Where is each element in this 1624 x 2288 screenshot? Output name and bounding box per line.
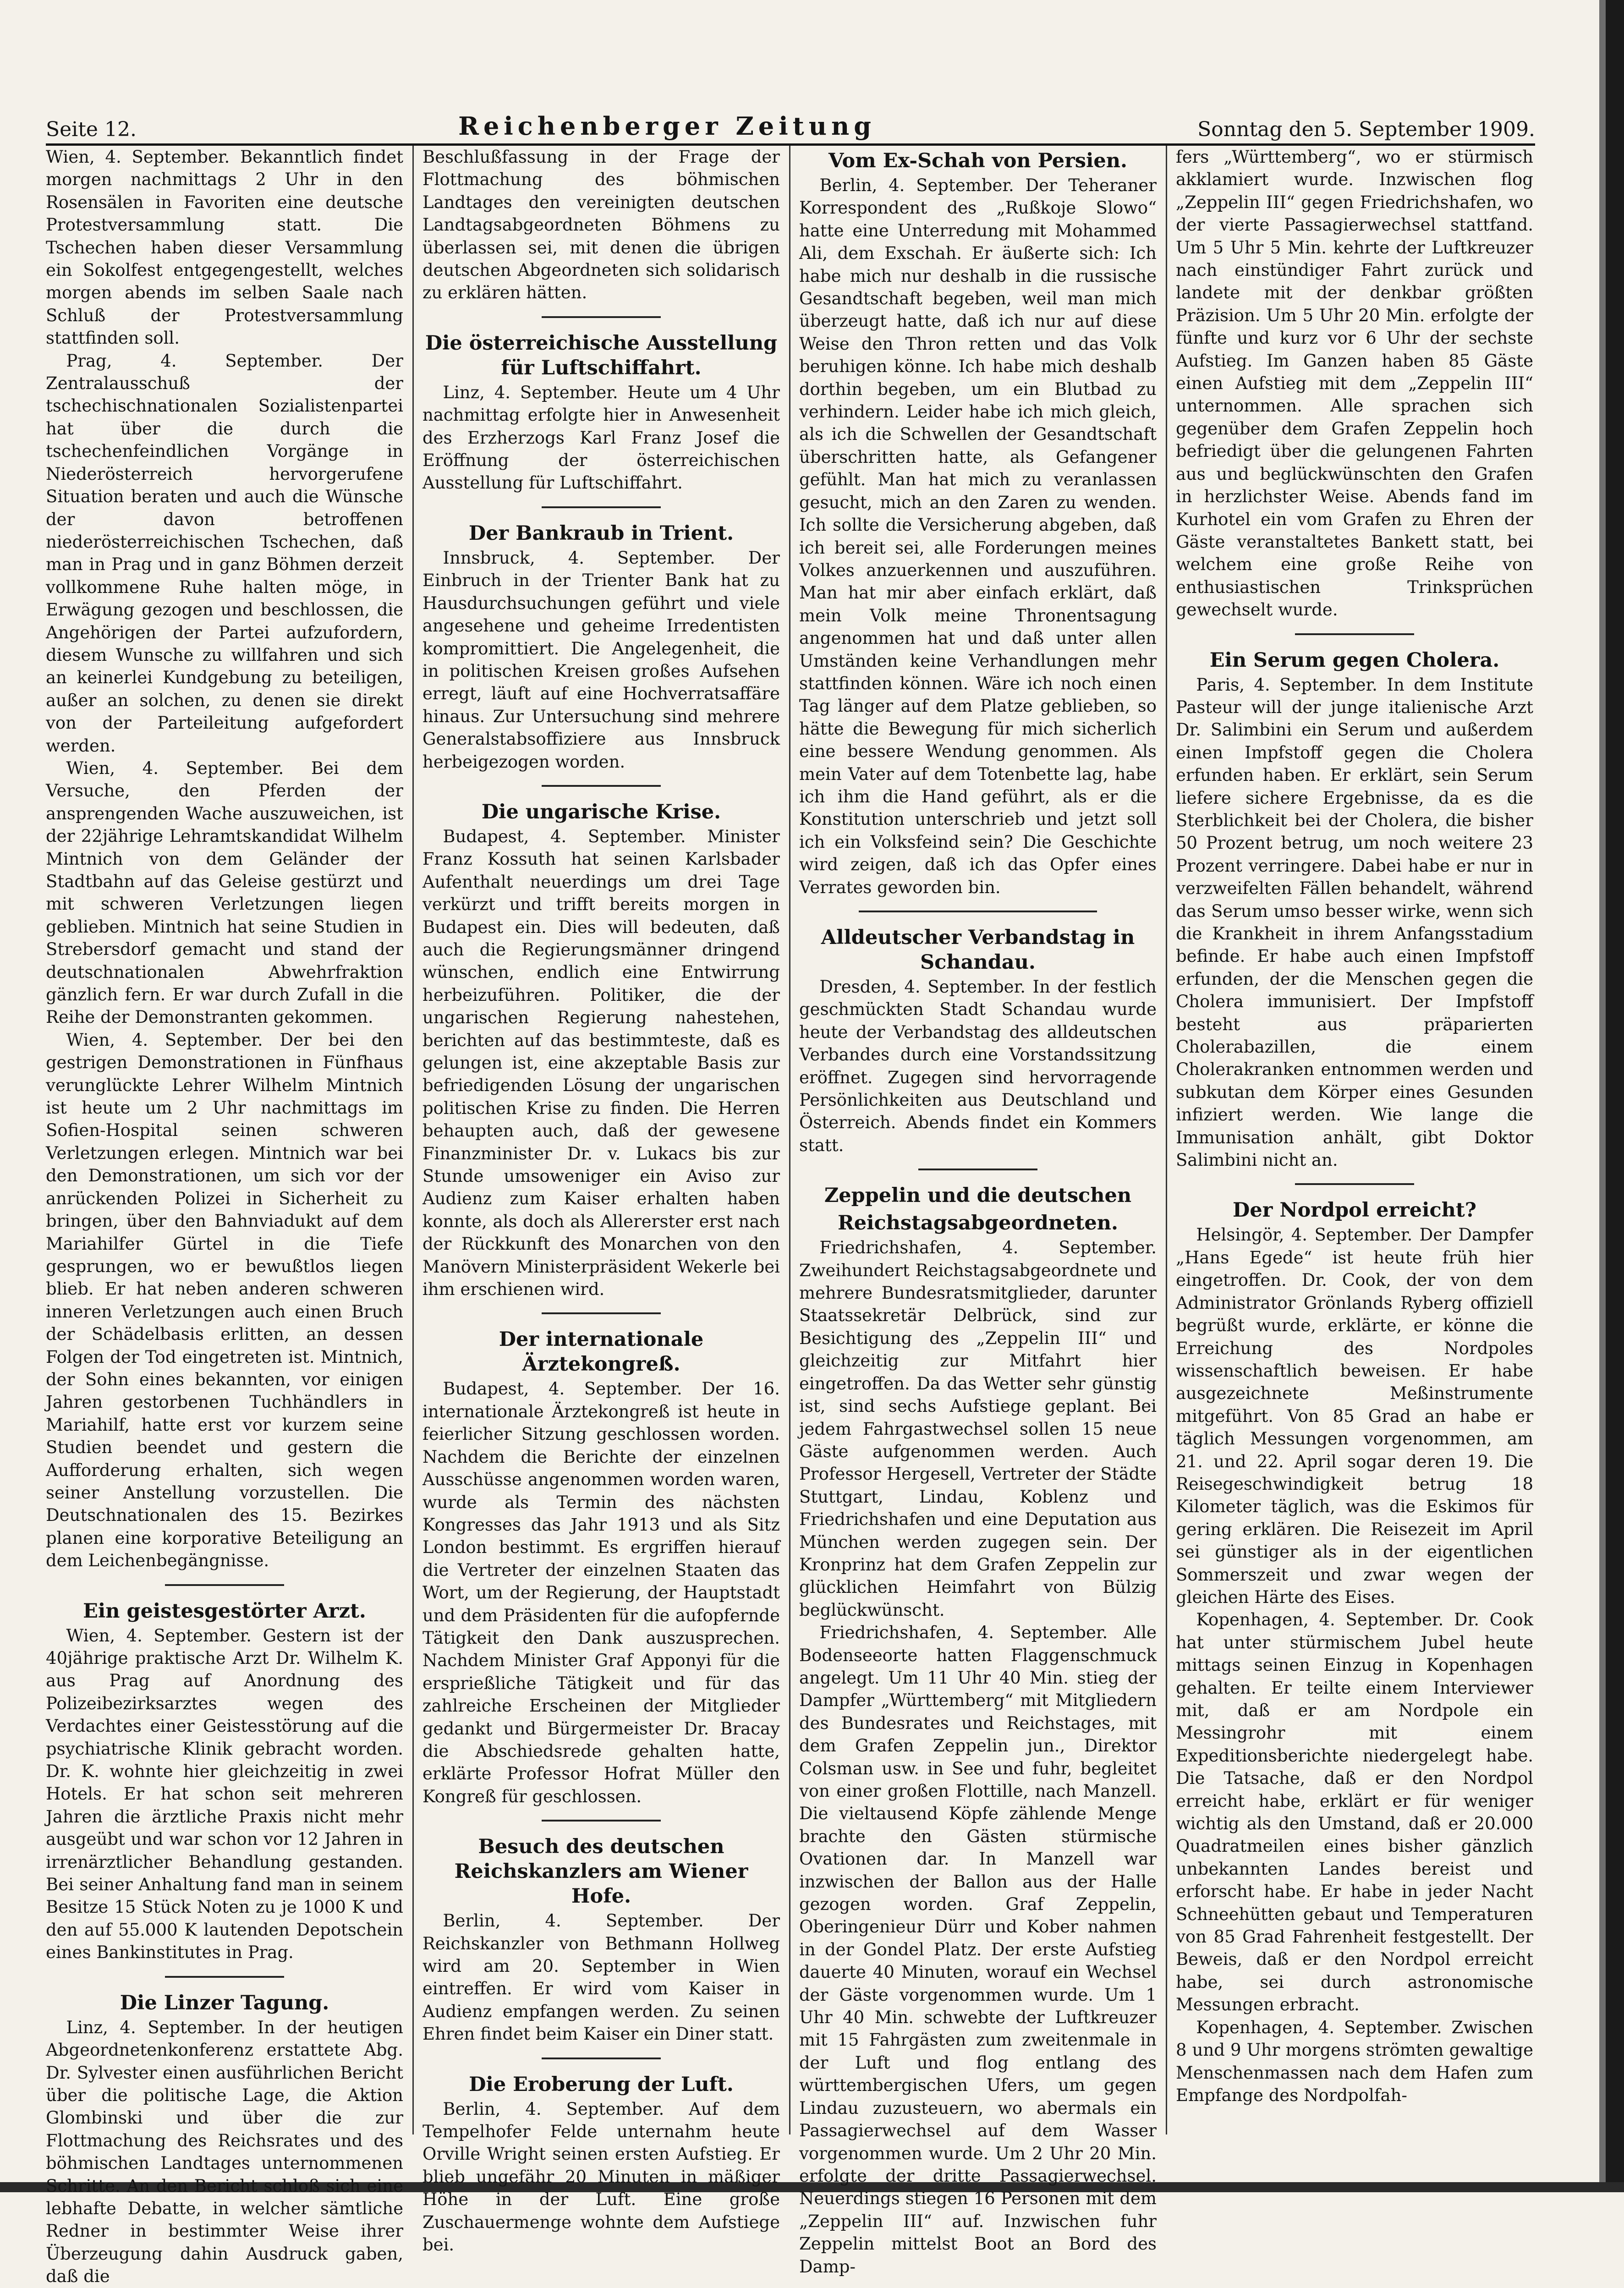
newspaper-columns (46, 146, 1535, 2287)
article-paragraph: Innsbruck, 4. September. Der Einbruch in der Trienter Bank hat zu Hausdurchsuchungen geführt und viele angesehene und geheime Irredentisten kompromittiert. Die Angelegenheit, die in politischen Kreisen großes Aufsehen erregt, läuft auf eine Hochverratsaffäre hinaus. Zur Untersuchung sind mehrere Generalstabsoffiziere aus Innsbruck herbeigezogen worden. (422, 548, 780, 772)
article-paragraph: Beschlußfassung in der Frage der Flottmachung des böhmischen Landtages den vereinigten deutschen Landtagsabgeordneten Böhmens zu überlassen sei, mit denen die übrigen deutschen Abgeordneten sich solidarisch zu erklären hätten. (422, 147, 780, 303)
article-paragraph: Kopenhagen, 4. September. Dr. Cook hat unter stürmischem Jubel heute mittags seinen Einzug in Kopenhagen gehalten. Er teilte einem Interviewer mit, daß er am Nordpole ein Messingrohr mit einem Expeditionsberichte niedergelegt habe. Die Tatsache, daß er den Nordpol erreicht habe, erklärt er für weniger wichtig als den Umstand, daß er 20.000 Quadratmeilen eines bisher gänzlich unbekannten Landes bereist und erforscht habe. Er habe in jeder Nacht Schneehütten gebaut und Temperaturen von 85 Grad Fahrenheit festgestellt. Der Beweis, daß er den Nordpol erreicht habe, sei durch astronomische Messungen erbracht. (1176, 1610, 1533, 2015)
headline-ex-schah: Vom Ex-Schah von Persien. (828, 149, 1127, 172)
headline-eroberung-luft: Die Eroberung der Luft. (469, 2073, 734, 2096)
article-paragraph: fers „Württemberg“, wo er stürmisch akklamiert wurde. Inzwischen flog „Zeppelin III“ gegen Friedrichshafen, wo der vierte Passagierwechsel stattfand. Um 5 Uhr 5 Min. kehrte der Luftkreuzer nach einstündiger Fahrt zurück und landete mit der denkbar größten Präzision. Um 5 Uhr 20 Min. erfolgte der fünfte und kurz vor 6 Uhr der sechste Aufstieg. Im Ganzen haben 85 Gäste einen Aufstieg mit dem „Zeppelin III“ unternommen. Alle sprachen sich gegenüber dem Grafen Zeppelin hoch befriedigt über die gelungenen Fahrten aus und beglückwünschten den Grafen in herzlichster Weise. Abends fand im Kurhotel ein vom Grafen zu Ehren der Gäste veranstaltetes Bankett statt, bei welchem eine große Reihe von enthusiastischen Trinksprüchen gewechselt wurde. (1176, 147, 1533, 620)
article-paragraph: Budapest, 4. September. Der 16. internationale Ärztekongreß ist heute in feierlicher Sitzung geschlossen worden. Nachdem die Berichte der einzelnen Ausschüsse angenommen worden waren, wurde als Termin des nächsten Kongresses das Jahr 1913 und als Sitz London bestimmt. Es ergriffen hierauf die Vertreter der einzelnen Staaten das Wort, um der Regierung, der Hauptstadt und dem Präsidenten für die aufopfernde Tätigkeit den Dank auszusprechen. Nachdem Minister Graf Apponyi für die ersprießliche Tätigkeit und für das zahlreiche Erscheinen der Mitglieder gedankt und Bürgermeister Dr. Bracay die Abschiedsrede gehalten hatte, erklärte Professor Hofrat Müller den Kongreß für geschlossen. (422, 1379, 780, 1806)
article-paragraph: Prag, 4. September. Der Zentralausschuß der tschechischnationalen Sozialistenpartei hat über die durch die tschechenfeindlichen Vorgänge in Niederösterreich hervorgerufene Situation beraten und auch die Wünsche der davon betroffenen niederösterreichischen Tschechen, daß man in Prag und in ganz Böhmen derzeit vollkommene Ruhe halten möge, in Erwägung gezogen und beschlossen, die Angehörigen der Partei aufzufordern, diesem Wunsche zu willfahren und sich an keinerlei Kundgebung zu beteiligen, außer an solchen, zu denen sie direkt von der Parteileitung aufgefordert werden. (46, 351, 403, 756)
headline-zeppelin-line1: Zeppelin und die deutschen (824, 1184, 1132, 1207)
article-paragraph: Berlin, 4. September. Auf dem Tempelhofer Felde unternahm heute Orville Wright seinen ersten Aufstieg. Er blieb ungefähr 20 Minuten in mäßiger Höhe in der Luft. Eine große Zuschauermenge wohnte dem Aufstiege bei. (422, 2099, 780, 2255)
column-4 (1176, 146, 1533, 2144)
section-separator (1295, 633, 1414, 635)
article-paragraph: Linz, 4. September. Heute um 4 Uhr nachmittag erfolgte hier in Anwesenheit des Erzherzogs Karl Franz Josef die Eröffnung der österreichischen Ausstellung für Luftschiffahrt. (422, 382, 780, 493)
article-paragraph: Berlin, 4. September. Der Reichskanzler von Bethmann Hollweg wird am 20. September in Wien eintreffen. Er wird vom Kaiser in Audienz empfangen werden. Zu seinen Ehren findet beim Kaiser ein Diner statt. (422, 1911, 780, 2044)
headline-zeppelin-line2: Reichstagsabgeordneten. (838, 1212, 1118, 1235)
article-paragraph: Helsingör, 4. September. Der Dampfer „Hans Egede“ ist heute früh hier eingetroffen. Dr. Cook, der von dem Administrator Grönlands Ryberg offiziell begrüßt wurde, erklärte, er könne die Erreichung des Nordpoles wissenschaftlich beweisen. Er habe ausgezeichnete Meßinstrumente mitgeführt. Von 85 Grad an habe er täglich Messungen vorgenommen, am 21. und 22. April sogar deren 19. Die Reisegeschwindigkeit betrug 18 Kilometer täglich, was die Eskimos für gering erklären. Die Reisezeit im April sei günstiger als in der eigentlichen Sommerszeit und zwar wegen der gleichen Härte des Eises. (1176, 1225, 1533, 1607)
article-paragraph: Friedrichshafen, 4. September. Alle Bodenseeorte hatten Flaggenschmuck angelegt. Um 11 Uhr 40 Min. stieg der Dampfer „Württemberg“ mit Mitgliedern des Bundesrates und Reichstages, mit dem Grafen Zeppelin jun., Direktor Colsman usw. in See und fuhr, begleitet von einer großen Flottille, nach Manzell. Die vieltausend Köpfe zählende Menge brachte den Gästen stürmische Ovationen dar. In Manzell war inzwischen der Ballon aus der Halle gezogen worden. Graf Zeppelin, Oberingenieur Dürr und Kober nahmen in der Gondel Platz. Der erste Aufstieg dauerte 40 Minuten, worauf ein Wechsel der Gäste vorgenommen wurde. Um 1 Uhr 40 Min. schwebte der Luftkreuzer mit 15 Fahrgästen zum zweitenmale in der Luft und flog entlang des württembergischen Ufers, um gegen Lindau zuzusteuern, wo abermals ein Passagierwechsel auf dem Wasser vorgenommen wurde. Um 2 Uhr 20 Min. erfolgte der dritte Passagierwechsel. Neuerdings stiegen 16 Personen mit dem „Zeppelin III“ auf. Inzwischen fuhr Zeppelin mittelst Boot an Bord des Damp- (799, 1623, 1157, 2277)
section-separator (542, 785, 661, 787)
column-2 (422, 146, 780, 2255)
section-separator (1295, 1183, 1414, 1185)
article-paragraph: Friedrichshafen, 4. September. Zweihundert Reichstagsabgeordnete und mehrere Bundesratsmitglieder, darunter Staatssekretär Delbrück, sind zur Besichtigung des „Zeppelin III“ und gleichzeitig zur Mitfahrt hier eingetroffen. Da das Wetter sehr günstig ist, sind sechs Aufstiege geplant. Bei jedem Fahrgastwechsel sollen 15 neue Gäste aufgenommen werden. Auch Professor Hergesell, Vertreter der Städte Stuttgart, Lindau, Koblenz und Friedrichshafen und eine Deputation aus München werden zugegen sein. Der Kronprinz hat dem Grafen Zeppelin zur glücklichen Heimfahrt von Bülzig beglückwünscht. (799, 1238, 1157, 1620)
issue-date: Sonntag den 5. September 1909. (1197, 118, 1535, 141)
masthead: Reichenberger Zeitung (458, 111, 876, 141)
column-3 (799, 146, 1157, 2277)
page-number: Seite 12. (46, 118, 137, 141)
headline-arzt: Ein geistesgestörter Arzt. (83, 1599, 366, 1623)
article-paragraph: Wien, 4. September. Bei dem Versuche, den Pferden der ansprengenden Wache auszuweichen, ist der 22jährige Lehramtskandidat Wilhelm Mintnich von dem Geländer der Stadtbahn auf das Geleise gestürzt und mit schweren Verletzungen liegen geblieben. Mintnich hat seine Studien in Strebersdorf gemacht und stand der deutschnationalen Abwehrfraktion gänzlich fern. Er war durch Zufall in die Reihe der Demonstranten gekommen. (46, 758, 403, 1027)
article-paragraph: Wien, 4. September. Gestern ist der 40jährige praktische Arzt Dr. Wilhelm K. aus Prag auf Anordnung des Polizeibezirksarztes wegen des Verdachtes einer Geistesstörung auf die psychiatrische Klinik gebracht worden. Dr. K. wohnte hier gleichzeitig in zwei Hotels. Er hat schon seit mehreren Jahren die ärztliche Praxis nicht mehr ausgeübt und war schon vor 12 Jahren in irrenärztlicher Behandlung gestanden. Bei seiner Anhaltung fand man in seinem Besitze 15 Stück Noten zu je 1000 K und den auf 55.000 K lautenden Depotschein eines Bankinstitutes in Prag. (46, 1625, 403, 1963)
column-rule (412, 146, 414, 2134)
section-separator (165, 1976, 284, 1978)
column-rule (1166, 146, 1167, 2134)
article-paragraph: Paris, 4. September. In dem Institute Pasteur will der junge italienische Arzt Dr. Salimbini ein Serum und außerdem einen Impfstoff gegen die Cholera erfunden haben. Er erklärt, sein Serum liefere sichere Ergebnisse, da es die Sterblichkeit bei der Cholera, die bisher 50 Prozent betrug, um noch weitere 23 Prozent verringere. Dabei habe er nur in verzweifelten Fällen behandelt, während das Serum umso besser wirke, wenn sich die Krankheit in ihrem Anfangsstadium befinde. Er habe auch einen Impfstoff erfunden, der die Menschen gegen die Cholera immunisiert. Der Impfstoff besteht aus präparierten Cholerabazillen, die einem Cholerakranken entnommen werden und subkutan dem Körper eines Gesunden infiziert werden. Wie lange die Immunisation anhält, gibt Doktor Salimbini nicht an. (1176, 675, 1533, 1170)
section-separator (542, 1820, 661, 1822)
section-separator (542, 2058, 661, 2059)
column-1 (46, 146, 403, 2287)
scan-border-right (1606, 0, 1624, 2192)
article-paragraph: Wien, 4. September. Bekanntlich findet morgen nachmittags 2 Uhr in den Rosensälen in Favoriten eine deutsche Protestversammlung statt. Die Tschechen haben dieser Versammlung ein Sokolfest entgegengestellt, welches morgen abends im selben Saale nach Schluß der Protestversammlung stattfinden soll. (46, 147, 403, 348)
headline-bankraub: Der Bankraub in Trient. (468, 521, 734, 545)
section-separator (165, 1584, 284, 1586)
column-rule (789, 146, 790, 2134)
section-separator (859, 911, 1097, 912)
article-paragraph: Dresden, 4. September. In der festlich geschmückten Stadt Schandau wurde heute der Verbandstag des alldeutschen Verbandes durch eine Vorstandssitzung eröffnet. Zugegen sind hervorragende Persönlichkeiten aus Deutschland und Österreich. Abends findet ein Kommers statt. (799, 977, 1157, 1155)
section-separator (542, 1312, 661, 1314)
headline-linzer-tagung: Die Linzer Tagung. (120, 1991, 329, 2014)
headline-aerztekongress: Der internationale Ärztekongreß. (499, 1328, 704, 1376)
headline-ungarische-krise: Die ungarische Krise. (481, 800, 721, 823)
article-paragraph: Budapest, 4. September. Minister Franz Kossuth hat seinen Karlsbader Aufenthalt neuerdings um drei Tage verkürzt und trifft bereits morgen in Budapest ein. Dies will bedeuten, daß auch die Regierungsmänner dringend wünschen, endlich eine Entwirrung herbeizuführen. Politiker, die der ungarischen Regierung nahestehen, berichten auf das bestimmteste, daß es gelungen ist, eine akzeptable Basis zur befriedigenden Lösung der ungarischen politischen Krise zu finden. Die Herren behaupten auch, daß der gewesene Finanzminister Dr. v. Lukacs bis zur Stunde umsoweniger ein Aviso zur Audienz zum Kaiser erhalten haben konnte, als doch als Allererster erst nach der Rückkunft des Monarchen von den Manövern Ministerpräsident Wekerle bei ihm erschienen wird. (422, 826, 780, 1300)
article-paragraph: Linz, 4. September. In der heutigen Abgeordnetenkonferenz erstattete Abg. Dr. Sylvester einen ausführlichen Bericht über die politische Lage, die Aktion Glombinski und über die zur Flottmachung des Reichsrates und des böhmischen Landtages unternommenen Schritte. An den Bericht schloß sich eine lebhafte Debatte, in welcher sämtliche Redner in bestimmter Weise ihrer Überzeugung dahin Ausdruck gaben, daß die (46, 2017, 403, 2287)
section-separator (542, 316, 661, 318)
article-paragraph: Kopenhagen, 4. September. Zwischen 8 und 9 Uhr morgens strömten gewaltige Menschenmassen nach dem Hafen zum Empfange des Nordpolfah- (1176, 2017, 1533, 2105)
section-separator (542, 506, 661, 508)
headline-ausstellung: Die österreichische Ausstellung für Luftschiffahrt. (425, 331, 778, 379)
page-header (46, 108, 1535, 146)
headline-nordpol: Der Nordpol erreicht? (1233, 1199, 1476, 1222)
headline-serum-cholera: Ein Serum gegen Cholera. (1209, 648, 1500, 672)
section-separator (918, 1169, 1037, 1170)
scan-shadow-right (1599, 0, 1606, 2192)
headline-reichskanzler: Besuch des deutschen Reichskanzlers am Wiener Hofe. (454, 1835, 748, 1908)
article-paragraph: Wien, 4. September. Der bei den gestrigen Demonstrationen in Fünfhaus verunglückte Lehrer Wilhelm Mintnich ist heute um 2 Uhr nachmittags im Sofien-Hospital seinen schweren Verletzungen erlegen. Mintnich war bei den Demonstrationen, um sich vor der anrückenden Polizei in Sicherheit zu bringen, über den Bahnviadukt auf dem Mariahilfer Gürtel in die Tiefe gesprungen, wo er bewußtlos liegen blieb. Er hat neben anderen schweren inneren Verletzungen auch einen Bruch der Schädelbasis erlitten, an dessen Folgen der Tod eingetreten ist. Mintnich, der Sohn eines bekannten, vor einigen Jahren gestorbenen Tuchhändlers in Mariahilf, hatte erst vor kurzem seine Studien beendet und gestern die Aufforderung erhalten, sich wegen seiner Anstellung vorzustellen. Die Deutschnationalen des 15. Bezirkes planen eine korporative Beteiligung an dem Leichenbegängnisse. (46, 1030, 403, 1571)
article-paragraph: Berlin, 4. September. Der Teheraner Korrespondent des „Rußkoje Slowo“ hatte eine Unterredung mit Mohammed Ali, dem Exschah. Er äußerte sich: Ich habe mich nur deshalb in die russische Gesandtschaft begeben, weil man mich überzeugt hatte, daß ich nur auf diese Weise den Thron retten und das Volk beruhigen könne. Ich habe mich deshalb dorthin begeben, um ein Blutbad zu verhindern. Leider habe ich mich gleich, als ich die Schwellen der Gesandtschaft überschritten hatte, als Gefangener gefühlt. Man hat mich zu veranlassen gesucht, mich an den Zaren zu wenden. Ich sollte die Versicherung abgeben, daß ich bereit sei, alle Forderungen meines Volkes anzuerkennen und auszuführen. Man hat mir aber einfach erklärt, daß mein Volk meine Thronentsagung angenommen hat und daß unter allen Umständen keine Verhandlungen mehr stattfinden können. Wäre ich noch einen Tag länger auf dem Platze geblieben, so hätte die Bewegung für mich sicherlich eine bessere Wendung genommen. Als mein Vater auf dem Totenbette lag, habe ich ihm die Hand geführt, als er die Konstitution unterschrieb und jetzt soll ich ein Volksfeind sein? Die Geschichte wird zeigen, daß ich das Opfer eines Verrates geworden bin. (799, 176, 1157, 897)
headline-verbandstag: Alldeutscher Verbandstag in Schandau. (821, 926, 1135, 974)
